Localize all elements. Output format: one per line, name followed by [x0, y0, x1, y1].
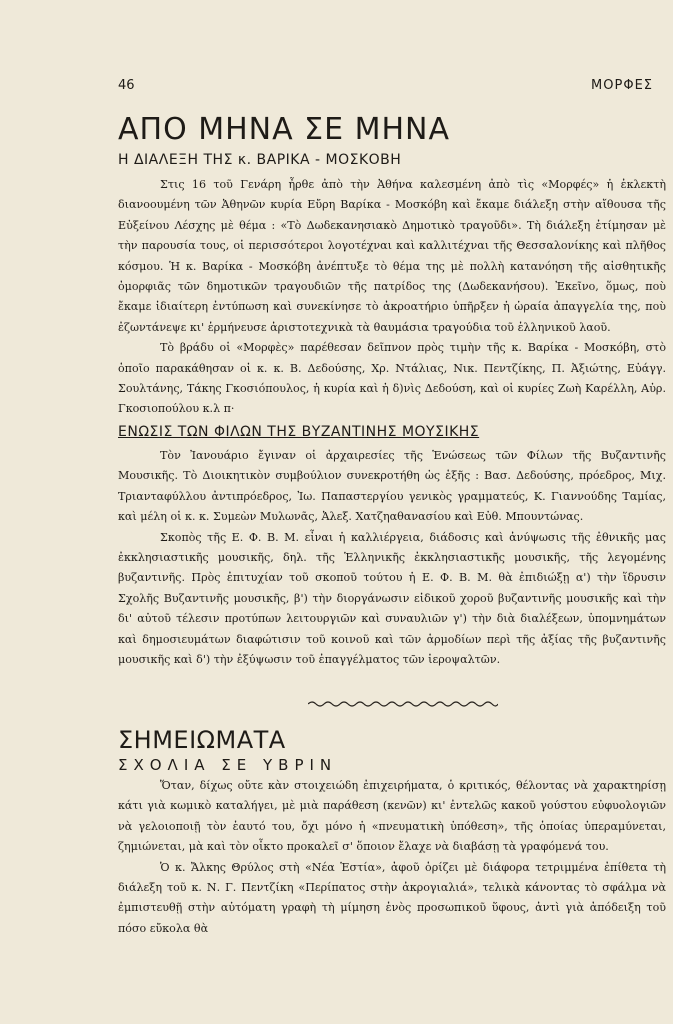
- paragraph: Τὸ βράδυ οἱ «Μορφὲς» παρέθεσαν δεῖπνον πρὸς τιμὴν τῆς κ. Βαρίκα - Μοσκόβη, στὸ ὁποῖο παρακάθησαν οἱ κ. κ. Β. Δεδούσης, Χρ. Ντάλιας, Νικ. Πεντζίκης, Π. Ἀξιώτης, Εὐάγγ. Σουλτάνης, Τάκης Γκοσιόπουλος, ἡ κυρία καὶ ἡ δ)νὶς Δεδούση, καὶ οἱ κυρίες Ζωὴ Καρέλλη, Αὐρ. Γκοσιοπούλου κ.λ π·: [118, 341, 666, 416]
- lecture-article: [118, 175, 666, 420]
- journal-title: ΜΟΡΦΕΣ: [591, 78, 653, 93]
- section-title-notes: ΣΗΜΕΙΩΜΑΤΑ: [118, 726, 286, 754]
- notes-article: [118, 776, 666, 939]
- wavy-divider: [308, 699, 498, 709]
- paragraph: Ὁ κ. Ἄλκης Θρύλος στὴ «Νέα Ἑστία», ἀφοῦ ὁρίζει μὲ διάφορα τετριμμένα ἐπίθετα τὴ διάλεξη τοῦ κ. Ν. Γ. Πεντζίκη «Περίπατος στὴν ἀκρογιαλιά», τελικὰ κάνοντας τὸ σφάλμα νὰ ἐμπιστευθῇ στὴν αὐτόματη γραφὴ τὴ μίμηση ἑνὸς προσωπικοῦ ὕφους, ἀντὶ γιὰ ἀπόδειξη τοῦ πόσο εὔκολα θὰ: [118, 860, 666, 935]
- paragraph: Τὸν Ἰανουάριο ἔγιναν οἱ ἀρχαιρεσίες τῆς Ἑνώσεως τῶν Φίλων τῆς Βυζαντινῆς Μουσικῆς. Τὸ Διοικητικὸν συμβούλιον συνεκροτήθη ὡς ἑξῆς : Βασ. Δεδούσης, πρόεδρος, Μιχ. Τριανταφύλλου ἀντιπρόεδρος, Ἰω. Παπαστεργίου γενικὸς γραμματεύς, Κ. Γιαννούδης Ταμίας, καὶ μέλη οἱ κ. κ. Συμεὼν Μυλωνᾶς, Ἀλεξ. Χατζηαθανασίου καὶ Εὐθ. Μπουντώνας.: [118, 449, 666, 524]
- paragraph: Στις 16 τοῦ Γενάρη ἦρθε ἀπὸ τὴν Ἀθήνα καλεσμένη ἀπὸ τὶς «Μορφές» ἡ ἐκλεκτὴ διανοουμένη τῶν Ἀθηνῶν κυρία Εὔρη Βαρίκα - Μοσκόβη καὶ ἔκαμε διάλεξη στὴν αἴθουσα τῆς Εὐξείνου Λέσχης μὲ θέμα : «Τὸ Δωδεκανησιακὸ Δημοτικὸ τραγοῦδι». Τὴ διάλεξη ἐτίμησαν μὲ τὴν παρουσία τους, οἱ περισσότεροι λογοτέχναι καὶ καλλιτέχναι τῆς Θεσσαλονίκης καὶ πλῆθος κόσμου. Ἡ κ. Βαρίκα - Μοσκόβη ἀνέπτυξε τὸ θέμα της μὲ πολλὴ κατανόηση τῆς αἰσθητικῆς ὀμορφιᾶς τῶν δημοτικῶν τραγουδιῶν τῆς πατρίδος της (Δωδεκανήσου). Ἐκεῖνο, ὅμως, ποὺ ἔκαμε ἰδιαίτερη ἐντύπωση καὶ συνεκίνησε τὸ ἀκροατήριο ὑπῆρξεν ἡ ὡραία ἀπαγγελία της, ποὺ ἐζωντάνεψε κι' ἑρμήνευσε ἀριστοτεχνικὰ τὰ θαυμάσια τραγούδια τοῦ ἑλληνικοῦ λαοῦ.: [118, 178, 666, 334]
- section-title-monthly: ΑΠΟ ΜΗΝΑ ΣΕ ΜΗΝΑ: [118, 112, 451, 147]
- subtitle-byzantine-music-union: ΕΝΩΣΙΣ ΤΩΝ ΦΙΛΩΝ ΤΗΣ ΒΥΖΑΝΤΙΝΗΣ ΜΟΥΣΙΚΗΣ: [118, 424, 480, 440]
- paragraph: Ὅταν, δίχως οὔτε κὰν στοιχειώδη ἐπιχειρήματα, ὁ κριτικός, θέλοντας νὰ χαρακτηρίσῃ κάτι γιὰ κωμικὸ καταλήγει, μὲ μιὰ παράθεση (κενῶν) κι' ἐντελῶς κακοῦ γούστου εὐφυολογιῶν νὰ γελοιοποιῇ τὸν ἑαυτό του, ὄχι μόνο ἡ «πνευματικὴ ὑπόθεση», τῆς ὁποίας ὑπεραμύνεται, ζημιώνεται, μὰ καὶ τὸν οἶκτο προκαλεῖ σ' ὅποιον ἔλαχε νὰ διαβάσῃ τὰ γραφόμενά του.: [118, 779, 666, 854]
- paragraph: Σκοπὸς τῆς Ε. Φ. Β. Μ. εἶναι ἡ καλλιέργεια, διάδοσις καὶ ἀνύψωσις τῆς ἐθνικῆς μας ἐκκλησιαστικῆς μουσικῆς, δηλ. τῆς Ἑλληνικῆς ἐκκλησιαστικῆς μουσικῆς, τῆς λεγομένης βυζαντινῆς. Πρὸς ἐπιτυχίαν τοῦ σκοποῦ τούτου ἡ Ε. Φ. Β. Μ. θὰ ἐπιδιώξῃ α') τὴν ἵδρυσιν Σχολῆς Βυζαντινῆς μουσικῆς, β') τὴν διοργάνωσιν εἰδικοῦ χοροῦ βυζαντινῆς μουσικῆς καὶ τὴν δι' αὐτοῦ τέλεσιν προτύπων λειτουργιῶν καὶ συναυλιῶν γ') τὴν διὰ διαλέξεων, ὑπομνημάτων καὶ δημοσιευμάτων διαφώτισιν τοῦ κοινοῦ καὶ τῶν ἁρμοδίων περὶ τῆς ἀξίας τῆς βυζαντινῆς μουσικῆς καὶ δ') τὴν ἐξύψωσιν τοῦ ἐπαγγέλματος τῶν ἱεροψαλτῶν.: [118, 530, 666, 667]
- subtitle-comments: ΣΧΟΛΙΑ ΣΕ ΥΒΡΙΝ: [118, 756, 338, 774]
- union-article: [118, 446, 666, 670]
- page-header: [118, 78, 653, 96]
- subtitle-lecture: Η ΔΙΑΛΕΞΗ ΤΗΣ κ. ΒΑΡΙΚΑ - ΜΟΣΚΟΒΗ: [118, 152, 402, 168]
- page-number: 46: [118, 78, 135, 93]
